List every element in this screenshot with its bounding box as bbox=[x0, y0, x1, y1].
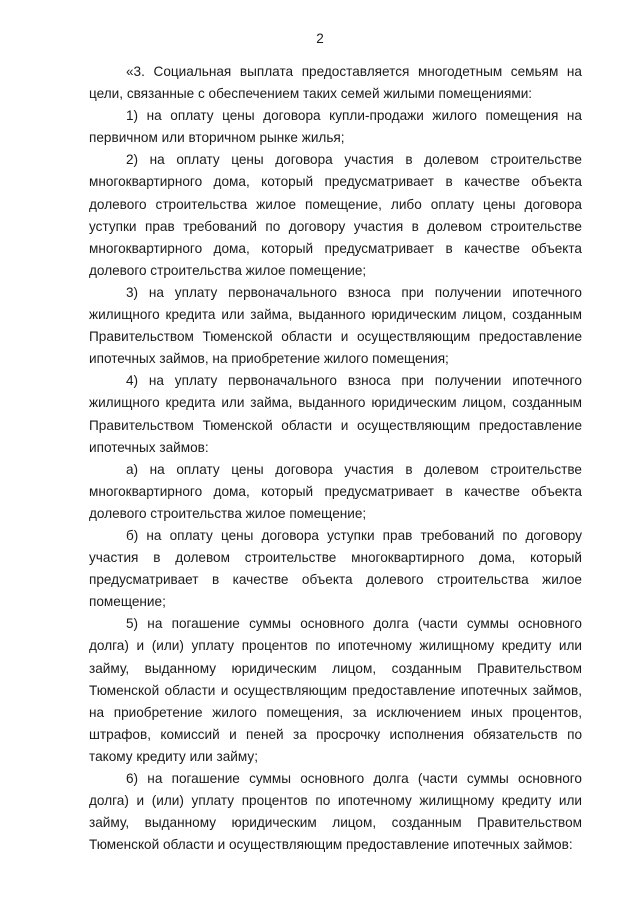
paragraph-subitem-b: б) на оплату цены договора уступки прав требований по договору участия в долевом строительстве многоквартирного дома, который предусматривает в качестве объекта долевого строительства жилое помещение; bbox=[89, 527, 582, 610]
paragraph-item-6: 6) на погашение суммы основного долга (части суммы основного долга) и (или) уплату процентов по ипотечному жилищному кредиту или займу, выданному юридическим лицом, созданным Правительством Тюменской области и осуществляющим предоставление ипотечных займов: bbox=[89, 771, 582, 853]
paragraph-item-4: 4) на уплату первоначального взноса при получении ипотечного жилищного кредита или займа, выданного юридическим лицом, созданным Правительством Тюменской области и осуществляющим предоставление ипотечных займов: bbox=[89, 373, 582, 455]
paragraph-item-1: 1) на оплату цены договора купли-продажи жилого помещения на первичном или вторичном рынке жилья; bbox=[89, 108, 582, 146]
page-number: 2 bbox=[316, 31, 324, 46]
paragraph-item-3: 3) на уплату первоначального взноса при получении ипотечного жилищного кредита или займа, выданного юридическим лицом, созданным Правительством Тюменской области и осуществляющим предоставление ипотечных займов, на приобретение жилого помещения; bbox=[89, 284, 582, 367]
paragraph-item-5: 5) на погашение суммы основного долга (части суммы основного долга) и (или) уплату процентов по ипотечному жилищному кредиту или займу, выданному юридическим лицом, созданным Правительством Тюменской области и осуществляющим предоставление ипотечных займов, на приобретение жилого помещения, за исключением иных процентов, штрафов, комиссий и пеней за просрочку исполнения обязательств по такому кредиту или займу; bbox=[89, 616, 582, 764]
paragraph-subitem-a: а) на оплату цены договора участия в долевом строительстве многоквартирного дома, который предусматривает в качестве объекта долевого строительства жилое помещение; bbox=[89, 461, 582, 521]
paragraph-intro: «3. Социальная выплата предоставляется многодетным семьям на цели, связанные с обеспечением таких семей жилыми помещениями: bbox=[89, 64, 582, 102]
document-body bbox=[89, 61, 582, 856]
paragraph-item-2: 2) на оплату цены договора участия в долевом строительстве многоквартирного дома, который предусматривает в качестве объекта долевого строительства жилое помещение, либо оплату цены договора уступки прав требований по договору участия в долевом строительстве многоквартирного дома, который предусматривает в качестве объекта долевого строительства жилое помещение; bbox=[89, 152, 582, 278]
